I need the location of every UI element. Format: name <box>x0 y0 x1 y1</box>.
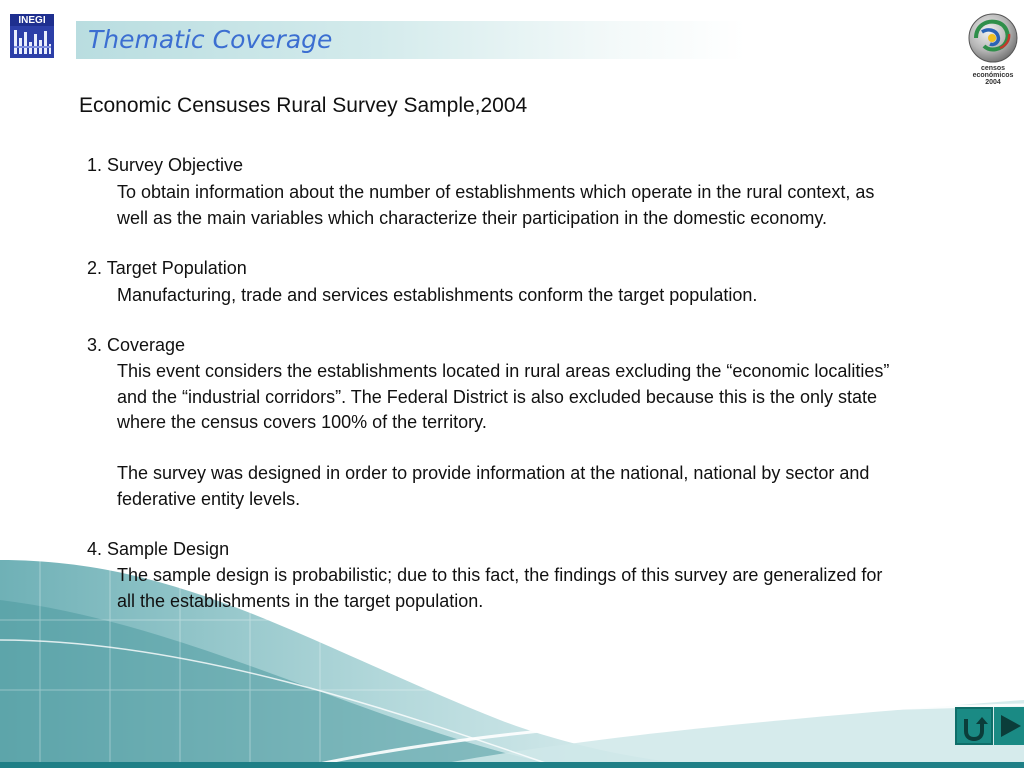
next-button[interactable] <box>994 707 1024 745</box>
inegi-logo <box>10 14 54 58</box>
text-line: The sample design is probabilistic; due to this fact, the findings of this survey are generalized for <box>117 565 883 585</box>
page-title: Thematic Coverage <box>88 25 333 54</box>
text-line: where the census covers 100% of the territory. <box>117 412 487 432</box>
censos-caption-2: económicos <box>972 72 1014 79</box>
section-text-coverage <box>117 359 1022 436</box>
censos-caption-1: censos <box>980 65 1006 72</box>
section-text-coverage-extra <box>117 461 1022 512</box>
text-line: This event considers the establishments located in rural areas excluding the “economic localities” <box>117 361 890 381</box>
text-line: all the establishments in the target population. <box>117 590 484 611</box>
section-title-sample-design: 4. Sample Design <box>87 539 230 559</box>
play-triangle-icon <box>994 707 1024 745</box>
section-title-survey-objective: 1. Survey Objective <box>87 155 244 175</box>
inegi-logo-text: INEGI <box>18 15 46 26</box>
text-line: To obtain information about the number of establishments which operate in the rural context, as <box>117 182 875 202</box>
text-line: federative entity levels. <box>117 488 301 509</box>
section-title-target-population: 2. Target Population <box>87 258 247 278</box>
return-arrow-icon <box>955 707 993 745</box>
text-line: and the “industrial corridors”. The Federal District is also excluded because this is the only state <box>117 386 878 407</box>
back-button[interactable] <box>955 707 993 745</box>
text-line: well as the main variables which characterize their participation in the domestic economy. <box>117 207 827 228</box>
text-line: The survey was designed in order to provide information at the national, national by sector and <box>117 463 870 483</box>
section-text-survey-objective <box>117 180 1022 231</box>
censos-economicos-logo <box>962 8 1024 86</box>
section-text-sample-design <box>117 563 1022 614</box>
slide-heading: Economic Censuses Rural Survey Sample,2004 <box>79 94 528 117</box>
censos-caption-3: 2004 <box>985 79 1001 86</box>
section-title-coverage: 3. Coverage <box>87 335 186 355</box>
text-line: Manufacturing, trade and services establishments conform the target population. <box>117 285 758 305</box>
section-text-target-population <box>117 283 1022 309</box>
